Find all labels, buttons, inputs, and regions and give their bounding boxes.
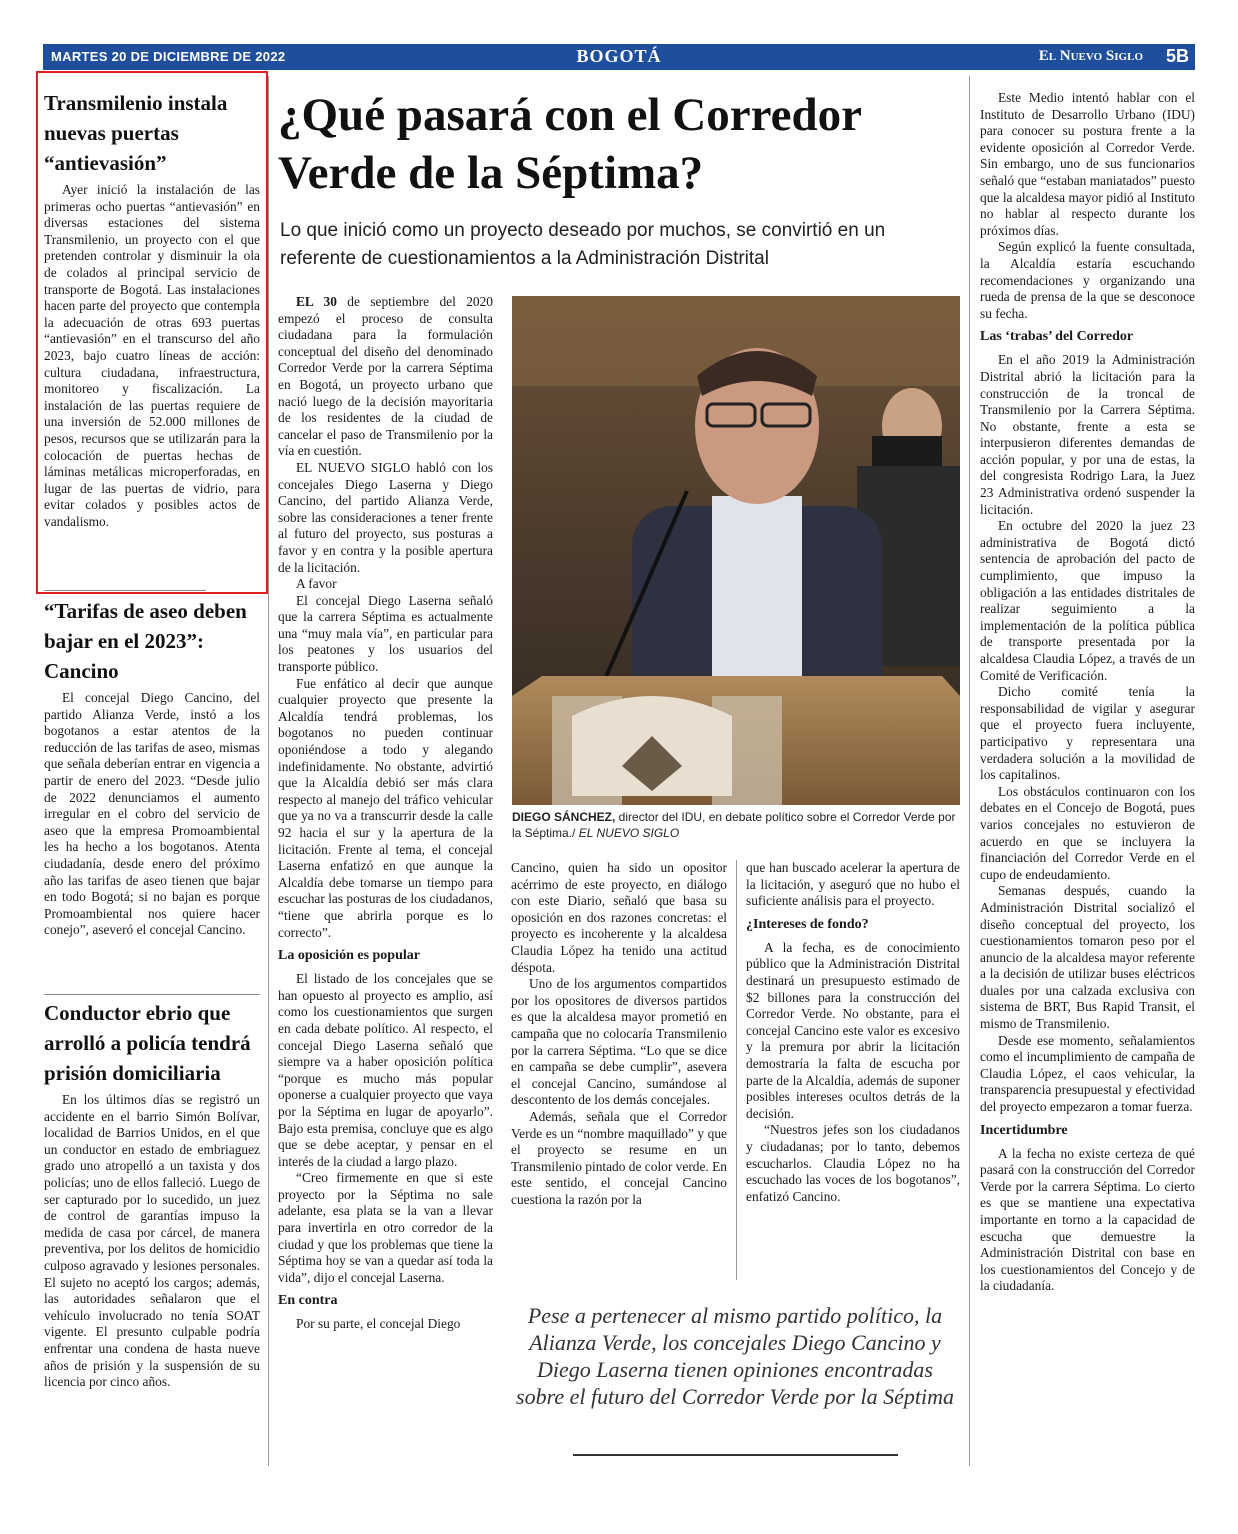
subhead: La oposición es popular bbox=[278, 948, 420, 964]
subhead: Incertidumbre bbox=[980, 1122, 1068, 1138]
pull-quote-rule bbox=[573, 1454, 898, 1456]
brief-title: “Tarifas de aseo deben bajar en el 2023”: Cancino bbox=[44, 599, 247, 683]
paragraph: Desde ese momento, señalamientos como el incumplimiento de campaña de Claudia López, el caos vehicular, la transparencia presupuestal y efectividad del proyecto empezaron a tomar fuerza. bbox=[980, 1032, 1195, 1115]
lead-text: de septiembre del 2020 empezó el proceso de consulta ciudadana para la formulación conceptual del diseño del denominado Corredor Verde por la carrera Séptima en Bogotá, un proyecto urbano que nació luego de la decisión mayoritaria de los residentes de la ciudad de cancelar el paso de Transmilenio por la vía en cuestión. bbox=[278, 294, 493, 459]
divider bbox=[44, 590, 206, 591]
paragraph: Por su parte, el concejal Diego bbox=[296, 1316, 461, 1332]
brief-body bbox=[44, 690, 260, 939]
paragraph: El listado de los concejales que se han opuesto al proyecto es amplio, así como los cuestionamientos que surgen en cada debate político. Al respecto, el concejal Diego Laserna señaló que siempre va a haber oposición política “porque es mucho más popular oponerse a cualquier proyecto que vaya por la Séptima en lugar de apoyarlo”. Bajo esta premisa, concluye que es algo que se debe aceptar, y pensar en el interés de la ciudad a largo plazo. bbox=[278, 971, 493, 1169]
page-number: 5B bbox=[1165, 46, 1189, 66]
lead-strong: EL 30 bbox=[296, 294, 337, 309]
brief-title: Conductor ebrio que arrolló a policía tendrá prisión domiciliaria bbox=[44, 1001, 251, 1085]
issue-date: MARTES 20 DE DICIEMBRE DE 2022 bbox=[51, 49, 286, 64]
newspaper-name: El Nuevo Siglo bbox=[1038, 48, 1143, 64]
subhead: En contra bbox=[278, 1293, 338, 1309]
main-deck: Lo que inició como un proyecto deseado por muchos, se convirtió en un referente de cuestionamientos a la Administración Distrital bbox=[280, 220, 886, 269]
paragraph: Según explicó la fuente consultada, la Alcaldía estaría escuchando recomendaciones y organizando una rueda de prensa de la que se desconoce su fecha. bbox=[980, 239, 1195, 321]
paragraph: En octubre del 2020 la juez 23 administrativa de Bogotá dictó sentencia de aprobación del pacto de cumplimiento, que impuso la obligación a las entidades distritales de realizar seguimiento a la implementación de la política pública de transporte presentada por la alcaldesa Claudia López, a través de un Comité de Verificación. bbox=[980, 518, 1195, 683]
caption-credit: EL NUEVO SIGLO bbox=[575, 826, 680, 840]
paragraph: Semanas después, cuando la Administración Distrital socializó el diseño conceptual del proyecto, los cuestionamientos tomaron peso por el anuncio de la alcaldesa mayor referente a la decisión de utilizar buses eléctricos duales por una calzada exclusiva con sistema de BRT, Bus Rapid Transit, el mismo de Transmilenio. bbox=[980, 883, 1195, 1032]
main-headline: ¿Qué pasará con el Corredor Verde de la Séptima? bbox=[278, 89, 862, 199]
paragraph: Cancino, quien ha sido un opositor acérrimo de este proyecto, en diálogo con este Diario, señaló que basa su oposición en dos razones concretas: el proyecto es incoherente y la alcaldesa Claudia López ha tenido una actitud déspota. bbox=[511, 860, 727, 975]
main-column-1 bbox=[278, 294, 493, 1333]
paragraph: “Creo firmemente en que si este proyecto por la Séptima no sale adelante, esa plata se la van a llevar para invertirla en otro corredor de la ciudad y que los problemas que tiene la Séptima hoy se van a quedar así toda la vida”, dijo el concejal Laserna. bbox=[278, 1170, 493, 1285]
main-column-3 bbox=[746, 860, 960, 1205]
brief-paragraph: Ayer inició la instalación de las primeras ocho puertas “antievasión” en diversas estaciones del sistema Transmilenio, un proyecto con el que pretenden controlar y disminuir la ola de colados al principal servicio de transporte de Bogotá. Las instalaciones hacen parte del proyecto que contempla la adecuación de otras 693 puertas “antievasión” en el transcurso del año 2023, bajo cuatro líneas de acción: cultura ciudadana, infraestructura, monitoreo y fiscalización. La instalación de las puertas requiere de una inversión de 52.000 millones de pesos, recursos que se utilizarán para la colocación de puertas hechas de láminas metálicas microperforadas, en lugar de las puertas de vidrio, para evitar colados y posibles actos de vandalismo. bbox=[44, 182, 260, 529]
caption-text: director del IDU, en debate político sobre el Corredor Verde por la Séptima./ bbox=[512, 810, 956, 840]
paragraph: En el año 2019 la Administración Distrital abrió la licitación para la construcción de la troncal de Transmilenio por la Carrera Séptima. No obstante, frente a esta se interpusieron diferentes demandas de acción popular, y por una de estas, la del congresista Rodrigo Lara, la Juez 23 Administrativa ordenó suspender la licitación. bbox=[980, 352, 1195, 517]
photo-caption bbox=[512, 809, 960, 841]
main-column-2 bbox=[511, 860, 727, 1208]
paragraph: Uno de los argumentos compartidos por los opositores de diversos partidos es que la alcaldesa mayor prometió en campaña que no colocaría Transmilenio por la carrera Séptima. “Lo que se dice en campaña se debe cumplir”, asevera el concejal Cancino, sumándose al descontento de los demás concejales. bbox=[511, 976, 727, 1108]
column-rule bbox=[969, 76, 970, 1466]
photo-illustration bbox=[512, 296, 960, 805]
main-column-4 bbox=[980, 90, 1195, 1295]
brief-paragraph: El concejal Diego Cancino, del partido Alianza Verde, instó a los bogotanos a estar atentos de la reducción de las tarifas de aseo, mismas que señala deberían entrar en vigencia a partir de enero del 2023. “Desde julio de 2022 denunciamos el aumento irregular en el cobro del servicio de aseo que la empresa Promoambiental les ha hecho a los bogotanos. Atenta ciudadanía, desde enero del próximo año las tarifas de aseo tienen que bajar en todo Bogotá; si no bajan es porque Promoambiental nos quiere hacer conejo”, aseveró el concejal Cancino. bbox=[44, 690, 260, 938]
paragraph: que han buscado acelerar la apertura de la licitación, y aseguró que no hubo el suficiente análisis para el proyecto. bbox=[746, 860, 960, 909]
paragraph: A la fecha no existe certeza de qué pasará con la construcción del Corredor Verde por la carrera Séptima. Lo cierto es que se mantiene una expectativa importante en torno a la capacidad de escucha que demuestre la Administración Distrital con base en los cuestionamientos del Concejo y de la ciudadanía. bbox=[980, 1145, 1195, 1294]
paragraph: “Nuestros jefes son los ciudadanos y ciudadanas; por lo tanto, debemos escucharlos. Claudia López no ha escuchado las voces de los bogotanos”, enfatizó Cancino. bbox=[746, 1122, 960, 1204]
subhead: Las ‘trabas’ del Corredor bbox=[980, 329, 1134, 345]
column-rule bbox=[736, 860, 737, 1280]
paragraph: Dicho comité tenía la responsabilidad de vigilar y asegurar que el proyecto fuera incluyente, participativo y representara una verdadera solución a la movilidad de los capitalinos. bbox=[980, 684, 1195, 783]
paragraph: Además, señala que el Corredor Verde es un “nombre maquillado” y que el proyecto se resume en un Transmilenio pintado de color verde. En este sentido, el concejal Cancino cuestiona la razón por la bbox=[511, 1108, 727, 1207]
lead-paragraph bbox=[278, 294, 493, 460]
brief-title: Transmilenio instala nuevas puertas “antievasión” bbox=[44, 91, 228, 175]
paragraph: Este Medio intentó hablar con el Instituto de Desarrollo Urbano (IDU) para conocer su postura frente a la evidente oposición al Corredor Verde. Sin embargo, uno de sus funcionarios señaló que “estaban maniatados” puesto que la alcaldesa mayor pidió al Instituto no hablar al respecto durante los próximos días. bbox=[980, 90, 1195, 238]
paragraph: El concejal Diego Laserna señaló que la carrera Séptima es actualmente una “muy mala vía”, en particular para los peatones y los usuarios del transporte público. bbox=[278, 592, 493, 675]
page-header bbox=[43, 44, 1195, 70]
paragraph: A favor bbox=[296, 576, 337, 592]
column-rule bbox=[268, 76, 269, 1466]
brief-paragraph: En los últimos días se registró un accidente en el barrio Simón Bolívar, localidad de Barrios Unidos, en el que un conductor en estado de embriaguez grado uno atropelló a un taxista y dos policías; uno de ellos falleció. Luego de ser capturado por lo sucedido, un juez de control de garantías impuso la medida de casa por cárcel, de manera preventiva, por los delitos de homicidio culposo agravado y lesiones personales. El sujeto no aceptó los cargos; además, las autoridades señalaron que el vehículo involucrado no tenía SOAT vigente. El presunto culpable podría enfrentar una condena de hasta nueve años de prisión y la suspensión de su licencia por cinco años. bbox=[44, 1092, 260, 1390]
subhead: ¿Intereses de fondo? bbox=[746, 916, 869, 932]
brief-conductor bbox=[44, 998, 260, 1391]
brief-body bbox=[44, 182, 260, 530]
divider bbox=[44, 994, 260, 995]
section-name: BOGOTÁ bbox=[576, 46, 662, 66]
brief-tarifas bbox=[44, 596, 260, 939]
news-photo bbox=[512, 296, 960, 805]
caption-name: DIEGO SÁNCHEZ, bbox=[512, 810, 616, 824]
pull-quote: Pese a pertenecer al mismo partido político, la Alianza Verde, los concejales Diego Cancino y Diego Laserna tienen opiniones encontradas sobre el futuro del Corredor Verde por la Séptima bbox=[516, 1303, 954, 1409]
paragraph: Los obstáculos continuaron con los debates en el Concejo de Bogotá, pues varios concejales no estuvieron de acuerdo en que se incluyera la financiación del Corredor Verde en el cupo de endeudamiento. bbox=[980, 783, 1195, 882]
paragraph: A la fecha, es de conocimiento público que la Administración Distrital destinará un presupuesto estimado de $2 billones para la construcción del Corredor Verde. No obstante, para el concejal Cancino este valor es excesivo y la premura por abrir la licitación demostraría la falta de escucha por parte de la Alcaldía, además de suponer posibles intereses ocultos detrás de la decisión. bbox=[746, 939, 960, 1121]
paragraph: EL NUEVO SIGLO habló con los concejales Diego Laserna y Diego Cancino, del partido Alianza Verde, sobre las consideraciones a tener frente al futuro del proyecto, sus posturas a favor y en contra y la posible apertura de la licitación. bbox=[278, 459, 493, 575]
brief-transmilenio bbox=[44, 88, 260, 530]
paragraph: Fue enfático al decir que aunque cualquier proyecto que presente la Alcaldía tendrá problemas, los bogotanos no pueden continuar oponiéndose a todo y alegando indefinidamente. No obstante, advirtió que la Alcaldía debió ser más clara respecto al manejo del tráfico vehicular que ya no va a transcurrir desde la calle 92 hacia el sur y la apertura de la licitación. Frente al tema, el concejal Laserna enfatizó en que aunque la Alcaldía debe tomarse un tiempo para escuchar las posturas de los ciudadanos, “tiene que abrirla porque es lo correcto”. bbox=[278, 675, 493, 940]
brief-body bbox=[44, 1092, 260, 1391]
